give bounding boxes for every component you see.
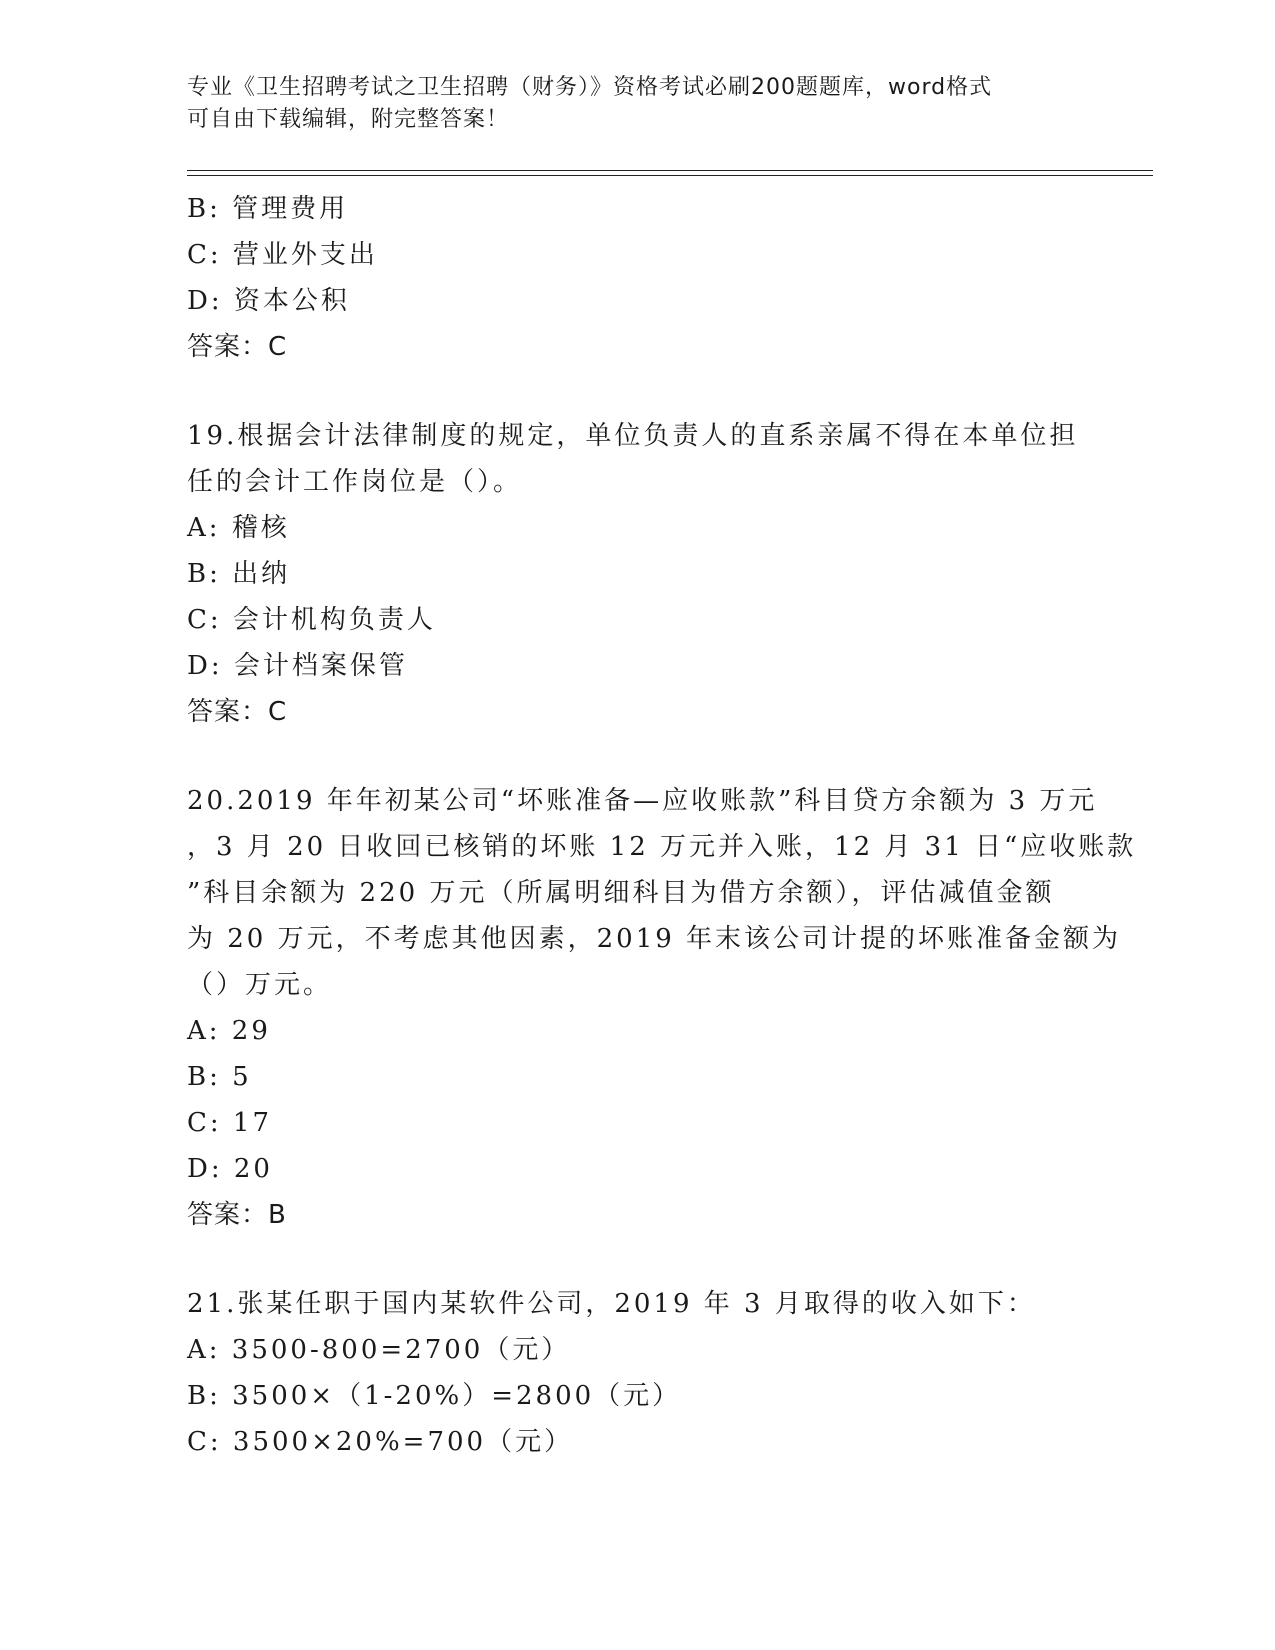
question-stem-line: ，3 月 20 日收回已核销的坏账 12 万元并入账，12 月 31 日“应收账款 bbox=[187, 832, 1137, 862]
option-c: C: 会计机构负责人 bbox=[187, 605, 436, 635]
question-block-19 bbox=[187, 413, 1087, 735]
question-block-prev bbox=[187, 186, 1087, 370]
answer-line: 答案：C bbox=[187, 332, 288, 362]
question-stem-line: （）万元。 bbox=[187, 970, 333, 1000]
option-b: B: 5 bbox=[187, 1062, 252, 1092]
option-b: B: 管理费用 bbox=[187, 194, 349, 224]
question-block-21 bbox=[187, 1281, 1087, 1465]
question-block-20 bbox=[187, 778, 1137, 1238]
question-stem-line: 任的会计工作岗位是（）。 bbox=[187, 467, 523, 497]
question-stem-line: 为 20 万元，不考虑其他因素，2019 年末该公司计提的坏账准备金额为 bbox=[187, 924, 1122, 954]
question-stem-line: 21.张某任职于国内某软件公司，2019 年 3 月取得的收入如下： bbox=[187, 1289, 1036, 1319]
answer-line: 答案：C bbox=[187, 697, 288, 727]
answer-line: 答案：B bbox=[187, 1200, 287, 1230]
option-c: C: 营业外支出 bbox=[187, 240, 378, 270]
option-a: A: 稽核 bbox=[187, 513, 290, 543]
option-d: D: 20 bbox=[187, 1154, 273, 1184]
header-rule-top bbox=[187, 170, 1153, 171]
question-stem-line: ”科目余额为 220 万元（所属明细科目为借方余额），评估减值金额 bbox=[187, 878, 1055, 908]
option-a: A: 3500-800=2700（元） bbox=[187, 1335, 571, 1365]
document-header bbox=[187, 72, 1067, 136]
option-d: D: 资本公积 bbox=[187, 286, 350, 316]
header-line-1: 专业《卫生招聘考试之卫生招聘（财务）》资格考试必刷200题题库，word格式 bbox=[187, 75, 993, 100]
header-line-2: 可自由下载编辑，附完整答案！ bbox=[187, 107, 510, 132]
header-rule-bottom bbox=[187, 175, 1153, 176]
question-list bbox=[187, 186, 1137, 1465]
option-b: B: 出纳 bbox=[187, 559, 291, 589]
question-stem-line: 20.2019 年年初某公司“坏账准备—应收账款”科目贷方余额为 3 万元 bbox=[187, 786, 1098, 816]
option-c: C: 3500×20%=700（元） bbox=[187, 1427, 574, 1457]
option-c: C: 17 bbox=[187, 1108, 273, 1138]
option-d: D: 会计档案保管 bbox=[187, 651, 408, 681]
question-stem-line: 19.根据会计法律制度的规定，单位负责人的直系亲属不得在本单位担 bbox=[187, 421, 1079, 451]
option-a: A: 29 bbox=[187, 1016, 271, 1046]
option-b: B: 3500×（1-20%）=2800（元） bbox=[187, 1381, 682, 1411]
